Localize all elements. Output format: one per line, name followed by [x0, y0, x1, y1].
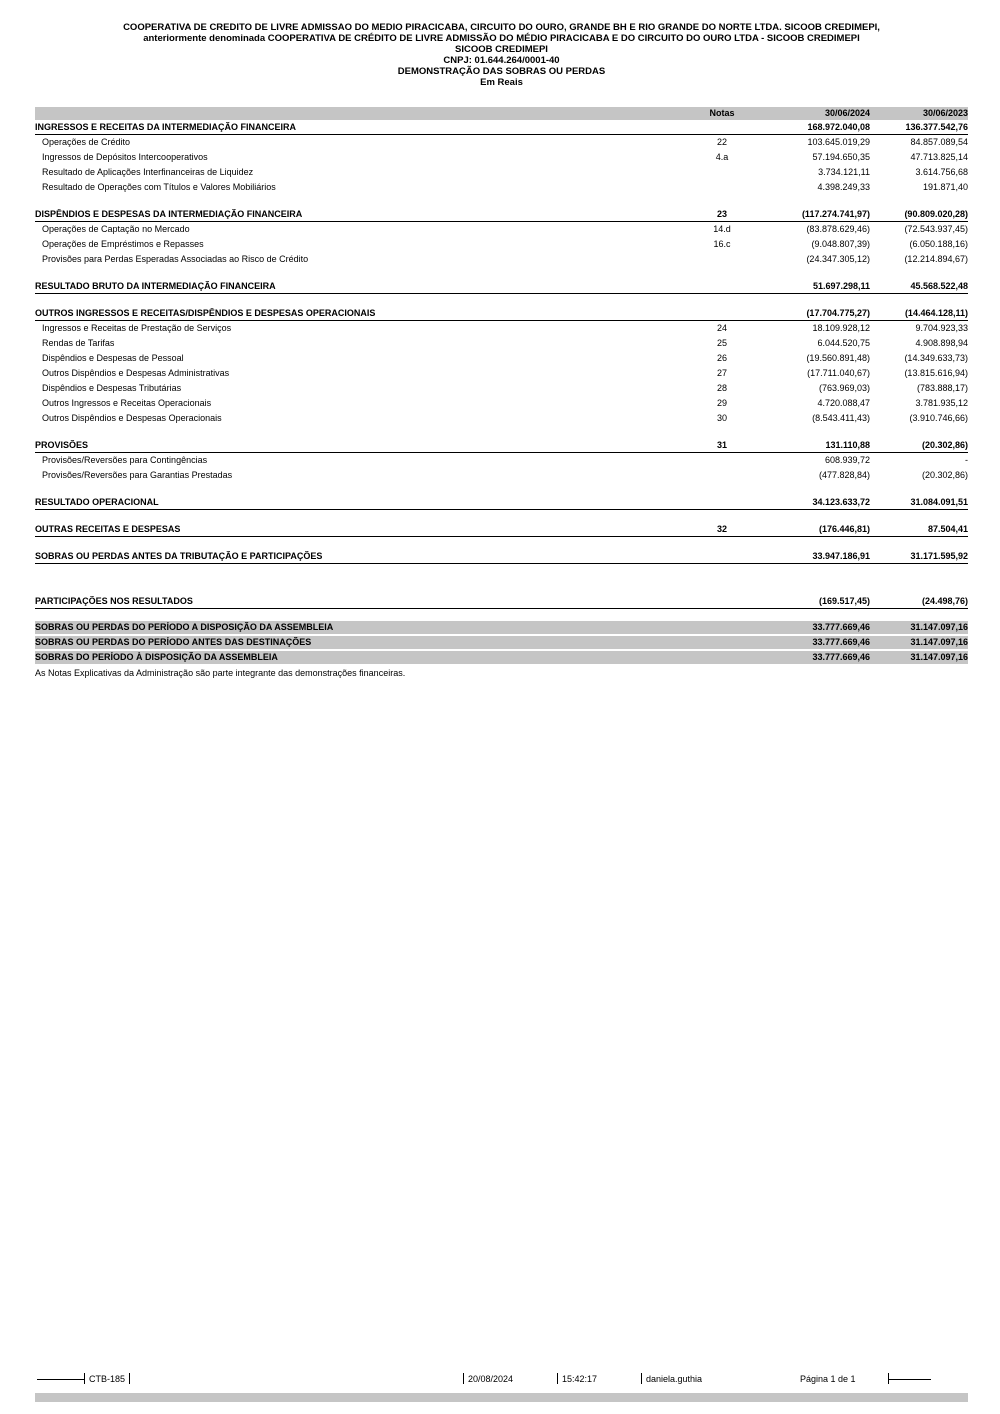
table-row — [35, 207, 968, 222]
row-value-2023: 4.908.898,94 — [915, 338, 968, 348]
row-label: SOBRAS OU PERDAS DO PERÍODO ANTES DAS DESTINAÇÕES — [35, 637, 312, 647]
row-value-2024: 34.123.633,72 — [812, 496, 870, 507]
table-row — [35, 594, 968, 609]
footnote: As Notas Explicativas da Administração são parte integrante das demonstrações financeiras. — [35, 668, 406, 678]
row-value-2024: 6.044.520,75 — [817, 338, 870, 348]
spacer-row — [35, 294, 968, 306]
row-value-2023: 87.504,41 — [927, 523, 968, 534]
table-row — [35, 135, 968, 150]
tick-mark — [129, 1373, 130, 1384]
spacer-row — [35, 483, 968, 495]
row-value-2024: (8.543.411,43) — [812, 413, 870, 423]
row-value-2023: (90.809.020,28) — [904, 208, 968, 219]
row-value-2023: (20.302,86) — [921, 470, 968, 480]
column-header-notas: Notas — [709, 108, 735, 118]
table-row — [35, 279, 968, 294]
table-row — [35, 222, 968, 237]
table-row — [35, 252, 968, 267]
row-value-2024: (17.711.040,67) — [807, 368, 870, 378]
statement-title: DEMONSTRAÇÃO DAS SOBRAS OU PERDAS — [397, 66, 606, 77]
row-value-2023: 9.704.923,33 — [915, 323, 968, 333]
row-value-2024: 103.645.019,29 — [807, 137, 870, 147]
coop-short-name: SICOOB CREDIMEPI — [455, 44, 548, 55]
table-row — [35, 396, 968, 411]
row-nota: 25 — [716, 338, 727, 348]
row-label: Resultado de Operações com Títulos e Valores Mobiliários — [42, 182, 276, 192]
column-header-date-2024: 30/06/2024 — [824, 108, 870, 118]
page-number: Página 1 de 1 — [800, 1373, 856, 1384]
row-label: Provisões para Perdas Esperadas Associadas ao Risco de Crédito — [42, 254, 309, 264]
table-row — [35, 381, 968, 396]
row-label: Rendas de Tarifas — [42, 338, 115, 348]
row-value-2023: (12.214.894,67) — [904, 254, 968, 264]
row-label: Operações de Captação no Mercado — [42, 224, 190, 234]
row-value-2023: 84.857.089,54 — [910, 137, 968, 147]
table-row — [35, 522, 968, 537]
table-row — [35, 180, 968, 195]
row-label: OUTROS INGRESSOS E RECEITAS/DISPÊNDIOS E DESPESAS OPERACIONAIS — [35, 307, 376, 318]
row-value-2023: 136.377.542,76 — [905, 121, 968, 132]
row-value-2023: (20.302,86) — [921, 439, 968, 450]
table-row — [35, 636, 968, 649]
row-label: Ingressos e Receitas de Prestação de Serviços — [42, 323, 232, 333]
print-date: 20/08/2024 — [468, 1373, 514, 1384]
row-label: Dispêndios e Despesas Tributárias — [42, 383, 182, 393]
spacer-row — [35, 267, 968, 279]
row-value-2023: 3.614.756,68 — [915, 167, 968, 177]
footer-rule-left — [37, 1379, 84, 1380]
table-body — [35, 120, 968, 664]
row-nota: 27 — [716, 368, 727, 378]
footer-time-group — [557, 1372, 597, 1385]
row-label: SOBRAS DO PERÍODO À DISPOSIÇÃO DA ASSEMBLEIA — [35, 652, 278, 662]
row-label: Resultado de Aplicações Interfinanceiras de Liquidez — [42, 167, 254, 177]
row-nota: 14.d — [713, 224, 731, 234]
document-header — [35, 22, 968, 88]
row-value-2024: (763.969,03) — [818, 383, 870, 393]
bottom-grey-bar — [35, 1393, 968, 1402]
table-row — [35, 495, 968, 510]
footer-rule-right — [889, 1379, 931, 1380]
table-row — [35, 321, 968, 336]
cnpj-line: CNPJ: 01.644.264/0001-40 — [443, 55, 560, 66]
spacer-row — [35, 510, 968, 522]
row-label: Outros Ingressos e Receitas Operacionais — [42, 398, 212, 408]
row-nota: 4.a — [715, 152, 729, 162]
row-value-2024: 33.777.669,46 — [812, 652, 870, 662]
row-value-2024: (176.446,81) — [818, 523, 870, 534]
row-value-2023: (24.498,76) — [921, 595, 968, 606]
row-label: Dispêndios e Despesas de Pessoal — [42, 353, 184, 363]
page-footer — [0, 1372, 1000, 1386]
tick-mark — [84, 1373, 85, 1384]
row-label: PROVISÕES — [35, 439, 89, 450]
footer-report-code-group — [84, 1372, 130, 1385]
row-value-2024: 51.697.298,11 — [812, 280, 870, 291]
table-row — [35, 237, 968, 252]
spacer-row — [35, 426, 968, 438]
table-row — [35, 438, 968, 453]
row-label: Ingressos de Depósitos Intercooperativos — [42, 152, 208, 162]
row-value-2023: (13.815.616,94) — [904, 368, 968, 378]
row-label: SOBRAS OU PERDAS DO PERÍODO A DISPOSIÇÃO DA ASSEMBLEIA — [35, 622, 334, 632]
table-row — [35, 351, 968, 366]
table-row — [35, 651, 968, 664]
row-nota: 29 — [716, 398, 727, 408]
table-row — [35, 621, 968, 634]
row-value-2023: 31.171.595,92 — [910, 550, 968, 561]
row-value-2024: (83.878.629,46) — [806, 224, 870, 234]
row-value-2023: 31.147.097,16 — [910, 652, 968, 662]
tick-mark — [463, 1373, 464, 1384]
spacer-row — [35, 609, 968, 621]
row-nota: 31 — [716, 439, 727, 450]
table-row — [35, 165, 968, 180]
tick-mark — [557, 1373, 558, 1384]
table-row — [35, 549, 968, 564]
row-value-2024: 131.110,88 — [825, 439, 870, 450]
row-value-2024: 33.777.669,46 — [812, 637, 870, 647]
row-value-2023: 31.084.091,51 — [910, 496, 968, 507]
tick-mark — [641, 1373, 642, 1384]
row-label: Outros Dispêndios e Despesas Operacionais — [42, 413, 222, 423]
coop-name-line2: anteriormente denominada COOPERATIVA DE CRÉDITO DE LIVRE ADMISSÃO DO MÉDIO PIRACICABA E DO CIRCUITO DO OURO LTDA - SICOOB CREDIMEPI — [143, 33, 860, 44]
spacer-row — [35, 537, 968, 549]
row-value-2023: 191.871,40 — [922, 182, 968, 192]
spacer-row — [35, 195, 968, 207]
row-nota: 23 — [716, 208, 727, 219]
table-row — [35, 453, 968, 468]
row-label: Provisões/Reversões para Contingências — [42, 455, 208, 465]
table-row — [35, 366, 968, 381]
row-value-2024: 4.720.088,47 — [817, 398, 870, 408]
row-value-2024: (169.517,45) — [818, 595, 870, 606]
print-user: daniela.guthia — [646, 1373, 703, 1384]
row-label: Operações de Crédito — [42, 137, 131, 147]
row-value-2023: (14.349.633,73) — [904, 353, 968, 363]
row-label: INGRESSOS E RECEITAS DA INTERMEDIAÇÃO FINANCEIRA — [35, 121, 297, 132]
row-value-2024: 33.777.669,46 — [812, 622, 870, 632]
row-nota: 32 — [716, 523, 727, 534]
row-label: OUTRAS RECEITAS E DESPESAS — [35, 523, 181, 534]
row-label: Outros Dispêndios e Despesas Administrativas — [42, 368, 230, 378]
table-row — [35, 120, 968, 135]
row-value-2024: 4.398.249,33 — [817, 182, 870, 192]
row-label: PARTICIPAÇÕES NOS RESULTADOS — [35, 595, 193, 606]
row-label: SOBRAS OU PERDAS ANTES DA TRIBUTAÇÃO E PARTICIPAÇÕES — [35, 550, 323, 561]
coop-name-line1: COOPERATIVA DE CREDITO DE LIVRE ADMISSAO DO MEDIO PIRACICABA, CIRCUITO DO OURO, GRANDE BH E RIO GRANDE DO NORTE LTDA. SICOOB CREDIMEPI, — [123, 22, 880, 33]
row-nota: 28 — [716, 383, 727, 393]
row-value-2023: - — [965, 455, 968, 465]
row-value-2024: 168.972.040,08 — [807, 121, 870, 132]
spacer-row — [35, 564, 968, 594]
row-value-2024: 18.109.928,12 — [812, 323, 870, 333]
row-label: DISPÊNDIOS E DESPESAS DA INTERMEDIAÇÃO FINANCEIRA — [35, 208, 303, 219]
report-code: CTB-185 — [89, 1373, 126, 1384]
table-header-row — [35, 107, 968, 120]
row-nota: 16.c — [713, 239, 731, 249]
row-value-2024: (24.347.305,12) — [806, 254, 870, 264]
row-value-2023: 47.713.825,14 — [910, 152, 968, 162]
row-label: RESULTADO BRUTO DA INTERMEDIAÇÃO FINANCEIRA — [35, 280, 276, 291]
row-nota: 24 — [716, 323, 727, 333]
footer-user-group — [641, 1372, 702, 1385]
table-row — [35, 306, 968, 321]
table-row — [35, 336, 968, 351]
row-value-2024: 3.734.121,11 — [818, 167, 870, 177]
row-value-2023: 45.568.522,48 — [910, 280, 968, 291]
row-value-2023: 31.147.097,16 — [910, 637, 968, 647]
row-value-2024: (17.704.775,27) — [806, 307, 870, 318]
print-time: 15:42:17 — [562, 1373, 598, 1384]
row-nota: 22 — [716, 137, 727, 147]
row-value-2023: 3.781.935,12 — [915, 398, 968, 408]
row-label: Operações de Empréstimos e Repasses — [42, 239, 204, 249]
row-label: Provisões/Reversões para Garantias Prestadas — [42, 470, 233, 480]
table-row — [35, 150, 968, 165]
row-value-2023: (6.050.188,16) — [909, 239, 968, 249]
row-value-2023: (3.910.746,66) — [909, 413, 968, 423]
document-content — [0, 0, 1000, 678]
row-value-2023: (14.464.128,11) — [904, 307, 968, 318]
row-value-2024: 33.947.186,91 — [812, 550, 870, 561]
row-value-2023: (72.543.937,45) — [904, 224, 968, 234]
row-value-2024: (19.560.891,48) — [806, 353, 870, 363]
footer-page-group — [800, 1372, 856, 1385]
row-value-2024: 57.194.650,35 — [812, 152, 870, 162]
row-nota: 26 — [716, 353, 727, 363]
row-value-2023: (783.888,17) — [916, 383, 968, 393]
footer-date-group — [463, 1372, 513, 1385]
table-row — [35, 468, 968, 483]
row-value-2024: (9.048.807,39) — [811, 239, 870, 249]
row-value-2023: 31.147.097,16 — [910, 622, 968, 632]
table-row — [35, 411, 968, 426]
row-value-2024: (477.828,84) — [818, 470, 870, 480]
currency-note: Em Reais — [480, 77, 523, 88]
row-value-2024: 608.939,72 — [824, 455, 870, 465]
column-header-date-2023: 30/06/2023 — [922, 108, 968, 118]
row-label: RESULTADO OPERACIONAL — [35, 496, 159, 507]
financial-statement-table — [35, 107, 968, 664]
row-nota: 30 — [716, 413, 727, 423]
row-value-2024: (117.274.741,97) — [801, 208, 870, 219]
